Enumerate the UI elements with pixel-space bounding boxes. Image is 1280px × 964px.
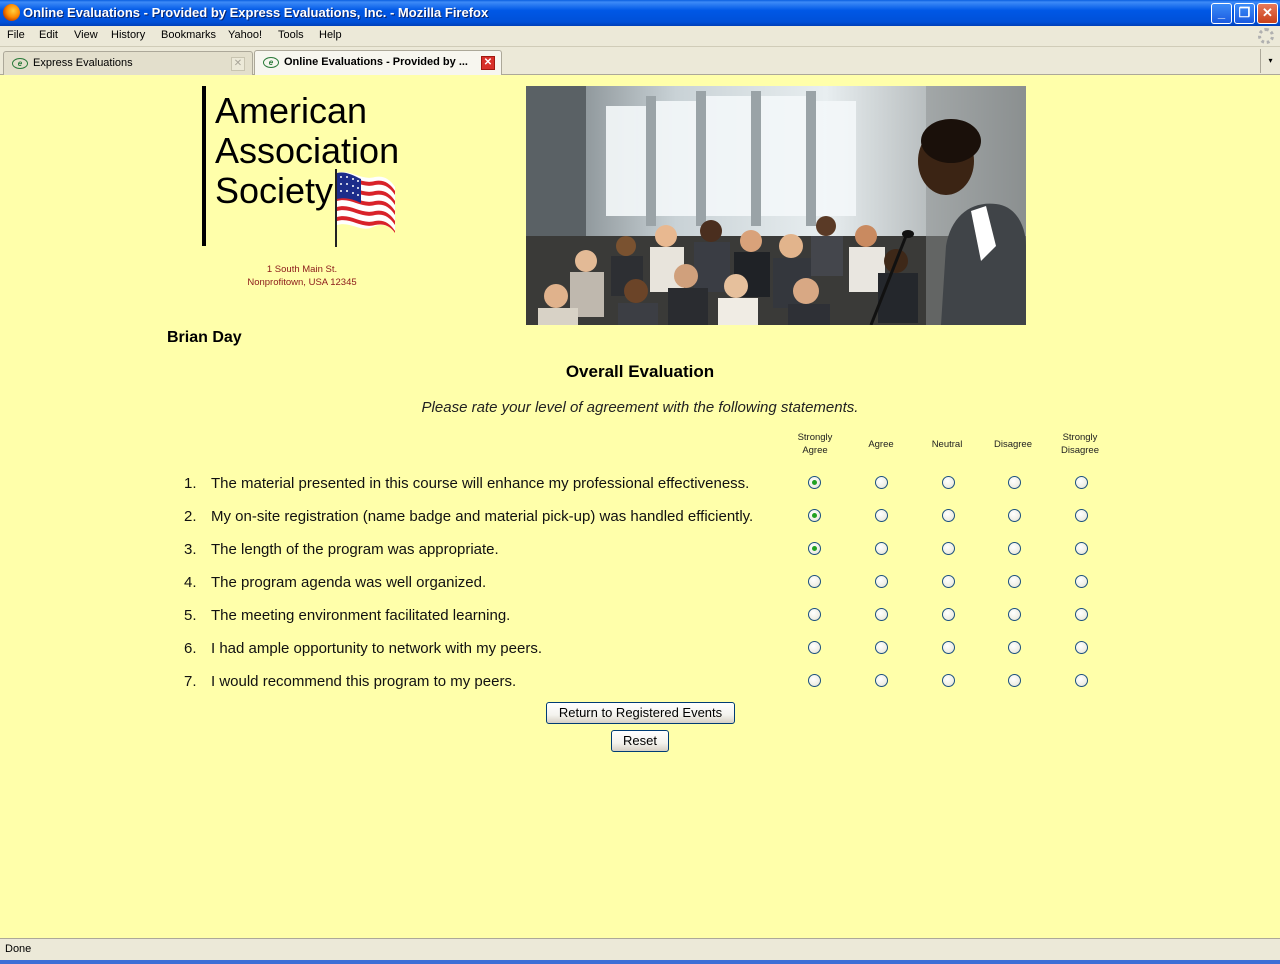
menu-view[interactable]: View: [74, 29, 98, 41]
column-header-line: Neutral: [931, 439, 963, 450]
radio-strongly-disagree[interactable]: [1075, 476, 1088, 489]
logo-bar: [202, 86, 206, 246]
evaluation-instruction: Please rate your level of agreement with the following statements.: [421, 399, 859, 416]
american-flag-icon: [333, 167, 397, 249]
radio-agree[interactable]: [875, 608, 888, 621]
restore-button[interactable]: ❐: [1234, 3, 1255, 24]
radio-strongly-agree[interactable]: [808, 476, 821, 489]
conference-audience-photo: [526, 86, 1026, 325]
question-text: I would recommend this program to my peers.: [211, 673, 517, 690]
radio-neutral[interactable]: [942, 476, 955, 489]
radio-disagree[interactable]: [1008, 608, 1021, 621]
window-title: Online Evaluations - Provided by Express Evaluations, Inc. - Mozilla Firefox: [23, 5, 489, 20]
status-bar: [0, 938, 1280, 960]
question-text: The program agenda was well organized.: [211, 574, 487, 591]
column-header-line: Agree: [802, 444, 828, 456]
column-header-strongly-disagree: [1045, 432, 1115, 457]
radio-neutral[interactable]: [942, 575, 955, 588]
radio-disagree[interactable]: [1008, 674, 1021, 687]
minimize-button[interactable]: _: [1211, 3, 1232, 24]
question-row: [0, 640, 1280, 673]
radio-neutral[interactable]: [942, 641, 955, 654]
page-content: [0, 75, 1280, 938]
radio-strongly-disagree[interactable]: [1075, 674, 1088, 687]
radio-agree[interactable]: [875, 476, 888, 489]
site-favicon-icon: e: [12, 58, 28, 69]
question-text: The length of the program was appropriate.: [211, 541, 499, 558]
question-number: 2.: [184, 508, 197, 525]
column-header-agree: [846, 439, 916, 452]
question-number: 6.: [184, 640, 197, 657]
radio-neutral[interactable]: [942, 674, 955, 687]
tab-label: Express Evaluations: [33, 57, 133, 69]
question-text: I had ample opportunity to network with my peers.: [211, 640, 542, 657]
radio-strongly-disagree[interactable]: [1075, 641, 1088, 654]
radio-neutral[interactable]: [942, 608, 955, 621]
radio-neutral[interactable]: [942, 542, 955, 555]
radio-disagree[interactable]: [1008, 476, 1021, 489]
radio-disagree[interactable]: [1008, 641, 1021, 654]
question-text: The material presented in this course will enhance my professional effectiveness.: [211, 475, 750, 492]
tab-close-icon[interactable]: ✕: [231, 57, 245, 71]
radio-strongly-agree[interactable]: [808, 674, 821, 687]
question-row: [0, 607, 1280, 640]
column-header-line: Strongly: [1062, 432, 1098, 443]
menu-help[interactable]: Help: [319, 29, 342, 41]
site-favicon-icon: e: [263, 57, 279, 68]
address-line-2: Nonprofitown, USA 12345: [247, 277, 357, 288]
logo-line: American: [215, 90, 368, 131]
radio-strongly-agree[interactable]: [808, 509, 821, 522]
question-number: 3.: [184, 541, 197, 558]
question-text: The meeting environment facilitated learning.: [211, 607, 511, 624]
question-row: [0, 475, 1280, 508]
radio-agree[interactable]: [875, 542, 888, 555]
radio-strongly-disagree[interactable]: [1075, 542, 1088, 555]
menu-bookmarks[interactable]: Bookmarks: [161, 29, 217, 41]
column-header-disagree: [978, 439, 1048, 452]
menu-bar: [0, 26, 1280, 46]
reset-button[interactable]: Reset: [611, 730, 669, 752]
tab-bar: [0, 46, 1280, 75]
question-row: [0, 541, 1280, 574]
column-header-neutral: [912, 439, 982, 452]
column-header-line: Strongly: [797, 432, 833, 443]
menu-tools[interactable]: Tools: [278, 29, 304, 41]
question-number: 7.: [184, 673, 197, 690]
menu-edit[interactable]: Edit: [39, 29, 58, 41]
radio-disagree[interactable]: [1008, 575, 1021, 588]
question-row: [0, 508, 1280, 541]
radio-disagree[interactable]: [1008, 542, 1021, 555]
radio-strongly-disagree[interactable]: [1075, 509, 1088, 522]
logo-line: Association: [215, 130, 400, 171]
radio-agree[interactable]: [875, 509, 888, 522]
column-header-strongly-agree: [780, 432, 850, 457]
radio-agree[interactable]: [875, 674, 888, 687]
return-to-registered-events-button[interactable]: Return to Registered Events: [546, 702, 735, 724]
column-header-line: Disagree: [1060, 444, 1100, 456]
radio-strongly-agree[interactable]: [808, 608, 821, 621]
radio-strongly-disagree[interactable]: [1075, 575, 1088, 588]
question-number: 5.: [184, 607, 197, 624]
radio-neutral[interactable]: [942, 509, 955, 522]
tab-label: Online Evaluations - Provided by ...: [284, 56, 468, 68]
organization-address: [222, 263, 382, 289]
user-name: Brian Day: [167, 329, 242, 346]
firefox-icon: [3, 4, 20, 21]
radio-disagree[interactable]: [1008, 509, 1021, 522]
taskbar-strip: [0, 960, 1280, 964]
question-number: 4.: [184, 574, 197, 591]
column-header-line: Agree: [868, 439, 894, 450]
radio-strongly-agree[interactable]: [808, 542, 821, 555]
question-text: My on-site registration (name badge and material pick-up) was handled efficiently.: [211, 508, 754, 525]
question-number: 1.: [184, 475, 197, 492]
close-button[interactable]: ✕: [1257, 3, 1278, 24]
tab-express-evaluations[interactable]: [3, 51, 253, 75]
menu-yahoo[interactable]: Yahoo!: [228, 29, 263, 41]
radio-strongly-disagree[interactable]: [1075, 608, 1088, 621]
status-text: Done: [5, 943, 32, 955]
menu-history[interactable]: History: [111, 29, 146, 41]
tab-list-button[interactable]: ▾: [1260, 49, 1280, 73]
tab-online-evaluations[interactable]: [254, 50, 502, 75]
logo-line: Society: [215, 170, 334, 211]
radio-strongly-agree[interactable]: [808, 575, 821, 588]
question-row: [0, 574, 1280, 607]
radio-agree[interactable]: [875, 575, 888, 588]
menu-file[interactable]: File: [7, 29, 25, 41]
tab-close-icon[interactable]: ✕: [481, 56, 495, 70]
throbber-icon: [1258, 28, 1274, 44]
window-title-bar[interactable]: [0, 0, 1280, 26]
address-line-1: 1 South Main St.: [266, 264, 338, 275]
evaluation-title: Overall Evaluation: [565, 362, 715, 381]
column-header-line: Disagree: [993, 439, 1033, 450]
radio-strongly-agree[interactable]: [808, 641, 821, 654]
radio-agree[interactable]: [875, 641, 888, 654]
